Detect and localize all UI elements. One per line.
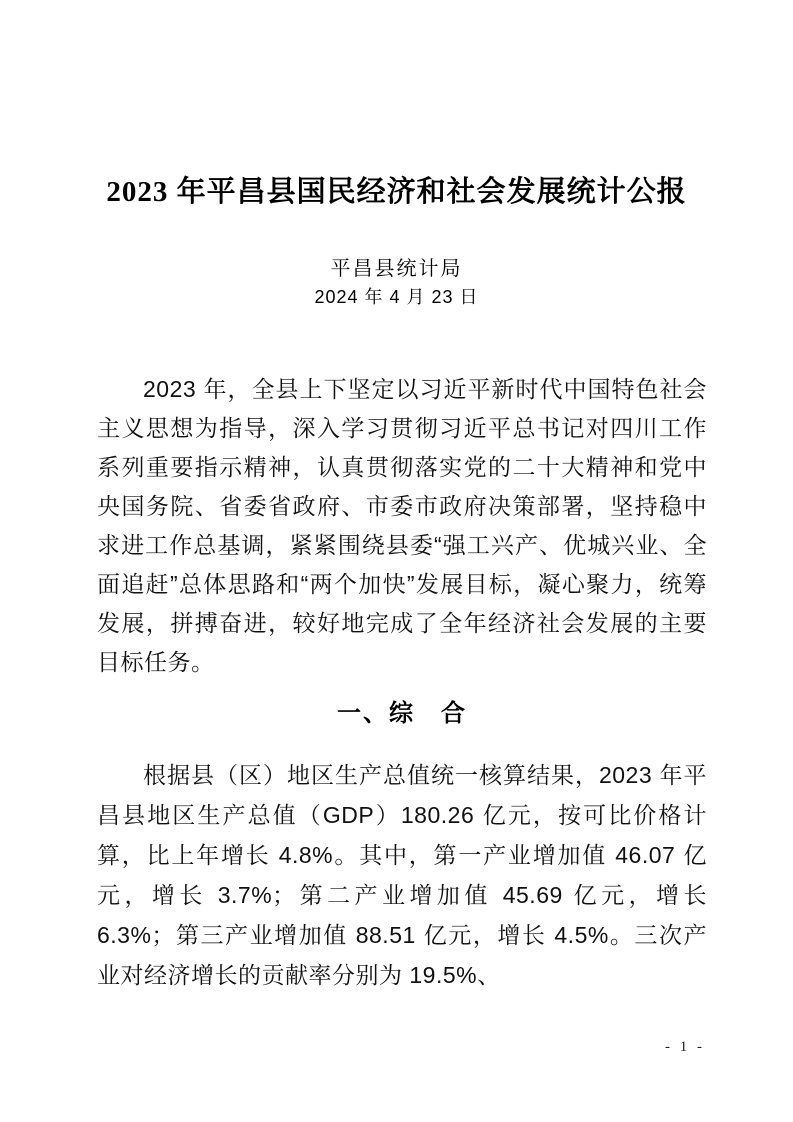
- page-number: - 1 -: [665, 1039, 705, 1055]
- issuing-agency: 平昌县统计局: [330, 258, 463, 280]
- publish-date: 2024 年 4 月 23 日: [314, 287, 479, 307]
- intro-paragraph: 2023 年，全县上下坚定以习近平新时代中国特色社会主义思想为指导，深入学习贯彻习近平总书记对四川工作系列重要指示精神，认真贯彻落实党的二十大精神和党中央国务院、省委省政府、市委市政府决策部署，坚持稳中求进工作总基调，紧紧围绕县委“强工兴产、优城兴业、全面追赶”总体思路和“两个加快”发展目标，凝心聚力，统筹发展，拼搏奋进，较好地完成了全年经济社会发展的主要目标任务。: [97, 376, 707, 675]
- document-body: [0, 370, 793, 995]
- section-heading-overview: 一、综 合: [337, 700, 467, 727]
- document-title: 2023 年平昌县国民经济和社会发展统计公报: [106, 176, 687, 208]
- section-paragraph-gdp: 根据县（区）地区生产总值统一核算结果，2023 年平昌县地区生产总值（GDP）180.26 亿元，按可比价格计算，比上年增长 4.8%。其中，第一产业增加值 46.07 亿元，增长 3.7%；第二产业增加值 45.69 亿元，增长 6.3%；第三产业增加值 88.51 亿元，增长 4.5%。三次产业对经济增长的贡献率分别为 19.5%、: [97, 762, 707, 988]
